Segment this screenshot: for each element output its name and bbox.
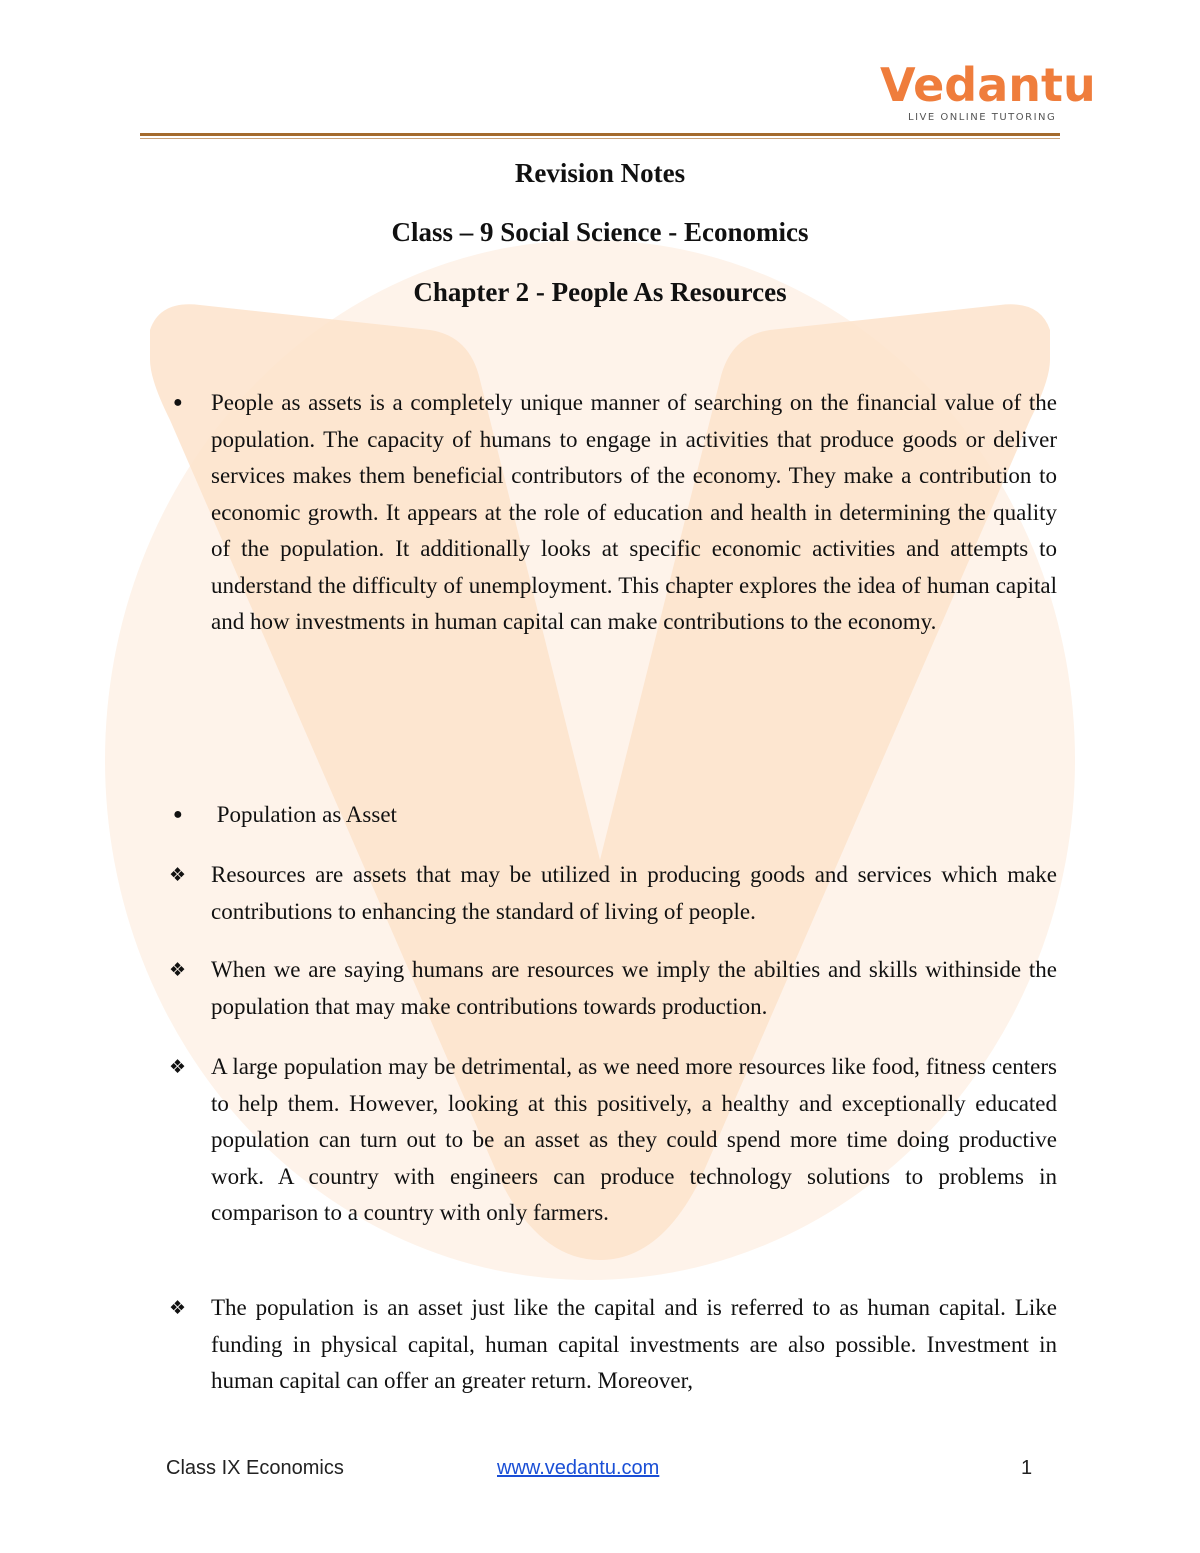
footer-course-label: Class IX Economics [166, 1457, 344, 1479]
list-item-text: A large population may be detrimental, as we need more resources like food, fitness centers to help them. However, looking at this positively, a healthy and exceptionally educated population can turn out to be an asset as they could spend more time doing productive work. A country with engineers can produce technology solutions to problems in comparison to a country with only farmers. [211, 1054, 1057, 1225]
list-item [169, 952, 1057, 1025]
list-item [169, 857, 1057, 930]
diamond-bullet-icon: ❖ [169, 1297, 187, 1319]
class-subject-heading: Class – 9 Social Science - Economics [391, 217, 809, 247]
page-number: 1 [1021, 1457, 1033, 1479]
bullet-icon: ● [173, 806, 183, 823]
list-item [169, 1049, 1057, 1232]
bullet-icon: ● [173, 394, 183, 411]
list-item-text: The population is an asset just like the capital and is referred to as human capital. Like funding in physical capital, human capital investments are also possible. Investment in human capital can offer an greater return. Moreover, [211, 1295, 1057, 1393]
chapter-heading: Chapter 2 - People As Resources [413, 277, 787, 307]
header-rule-thin [140, 138, 1060, 139]
list-item [173, 385, 1057, 641]
list-item [173, 797, 1057, 834]
list-item-text: Population as Asset [211, 802, 397, 827]
list-item-text: Resources are assets that may be utilized in producing goods and services which make contributions to enhancing the standard of living of people. [211, 862, 1057, 924]
diamond-bullet-icon: ❖ [169, 864, 187, 886]
list-item-text: When we are saying humans are resources we imply the abilties and skills withinside the population that may make contributions towards production. [211, 957, 1057, 1019]
vedantu-logo [880, 55, 1096, 135]
diamond-bullet-icon: ❖ [169, 1056, 187, 1078]
footer-website-link[interactable]: www.vedantu.com [497, 1457, 660, 1479]
list-item [169, 1290, 1057, 1400]
list-item-text: People as assets is a completely unique manner of searching on the financial value of the population. The capacity of humans to engage in activities that produce goods or deliver services makes them beneficial contributors of the economy. They make a contribution to economic growth. It appears at the role of education and health in determining the quality of the population. It additionally looks at specific economic activities and attempts to understand the difficulty of unemployment. This chapter explores the idea of human capital and how investments in human capital can make contributions to the economy. [211, 390, 1057, 634]
diamond-bullet-icon: ❖ [169, 959, 187, 981]
header-rule [140, 133, 1060, 136]
logo-tagline: LIVE ONLINE TUTORING [908, 112, 1057, 123]
logo-wordmark: Vedantu [880, 58, 1096, 112]
page-title: Revision Notes [514, 158, 686, 188]
